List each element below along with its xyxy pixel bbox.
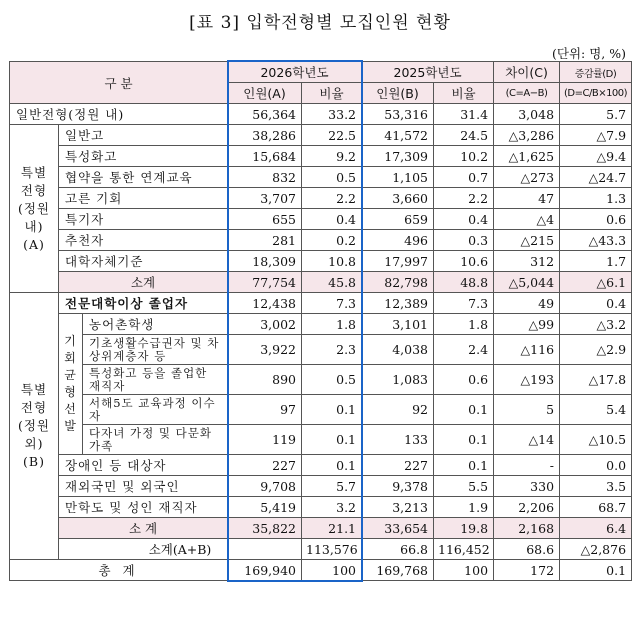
group-label-special-out: 특별 전형 (정원 외) (B) bbox=[10, 293, 59, 560]
table-row: 서해5도 교육과정 이수자 97 0.1 92 0.1 5 5.4 bbox=[10, 395, 632, 425]
table-row: 만학도 및 성인 재직자 5,419 3.2 3,213 1.9 2,206 68.7 bbox=[10, 497, 632, 518]
header-diff-formula: (C=A−B) bbox=[494, 83, 560, 104]
table-row: 특성화고 등을 졸업한 재직자 890 0.5 1,083 0.6 △193 △17.8 bbox=[10, 365, 632, 395]
table-row: 일반전형(정원 내) 56,364 33.2 53,316 31.4 3,048 5.7 bbox=[10, 104, 632, 125]
header-rate-formula: (D=C/B×100) bbox=[560, 83, 632, 104]
table-title: [표 3] 입학전형별 모집인원 현황 bbox=[189, 13, 451, 33]
table-row: 특별 전형 (정원 내) (A) 일반고 38,286 22.5 41,572 24.5 △3,286 △7.9 bbox=[10, 125, 632, 146]
table-row: 고른 기회 3,707 2.2 3,660 2.2 47 1.3 bbox=[10, 188, 632, 209]
table-row: 특성화고 15,684 9.2 17,309 10.2 △1,625 △9.4 bbox=[10, 146, 632, 167]
header-ratio-a: 비율 bbox=[302, 83, 362, 104]
header-ratio-b: 비율 bbox=[434, 83, 494, 104]
header-rate: 증감률(D) bbox=[560, 62, 632, 83]
header-2025: 2025학년도 bbox=[362, 62, 494, 83]
header-count-b: 인원(B) bbox=[362, 83, 434, 104]
table-row: 특별 전형 (정원 외) (B) 전문대학이상 졸업자 12,438 7.3 12,389 7.3 49 0.4 bbox=[10, 293, 632, 314]
table-row: 특기자 655 0.4 659 0.4 △4 0.6 bbox=[10, 209, 632, 230]
header-category: 구 분 bbox=[10, 62, 228, 104]
header-2026: 2026학년도 bbox=[228, 62, 362, 83]
table-row: 장애인 등 대상자 227 0.1 227 0.1 - 0.0 bbox=[10, 455, 632, 476]
table-row: 다자녀 가정 및 다문화가족 119 0.1 133 0.1 △14 △10.5 bbox=[10, 425, 632, 455]
header-count-a: 인원(A) bbox=[228, 83, 302, 104]
table-row: 재외국민 및 외국인 9,708 5.7 9,378 5.5 330 3.5 bbox=[10, 476, 632, 497]
row-label: 일반전형(정원 내) bbox=[10, 104, 228, 125]
admission-quota-table bbox=[9, 61, 632, 581]
table-row: 기초생활수급권자 및 차상위계층자 등 3,922 2.3 4,038 2.4 △116 △2.9 bbox=[10, 335, 632, 365]
subtotal-row: 소 계 35,822 21.1 33,654 19.8 2,168 6.4 bbox=[10, 518, 632, 539]
table-row: 추천자 281 0.2 496 0.3 △215 △43.3 bbox=[10, 230, 632, 251]
total-row: 총 계 169,940 100 169,768 100 172 0.1 bbox=[10, 560, 632, 581]
table-row: 대학자체기준 18,309 10.8 17,997 10.6 312 1.7 bbox=[10, 251, 632, 272]
opportunity-group-label: 기회 균형 선발 bbox=[59, 314, 83, 455]
header-diff: 차이(C) bbox=[494, 62, 560, 83]
group-label-special-in: 특별 전형 (정원 내) (A) bbox=[10, 125, 59, 293]
subtotal-ab-row: 소계(A+B) 113,576 66.8 116,452 68.6 △2,876 bbox=[10, 539, 632, 560]
table-row: 협약을 통한 연계교육 832 0.5 1,105 0.7 △273 △24.7 bbox=[10, 167, 632, 188]
subtotal-row: 소계 77,754 45.8 82,798 48.8 △5,044 △6.1 bbox=[10, 272, 632, 293]
unit-note: (단위: 명, %) bbox=[552, 46, 626, 61]
table-row: 기회 균형 선발 농어촌학생 3,002 1.8 3,101 1.8 △99 △3.2 bbox=[10, 314, 632, 335]
